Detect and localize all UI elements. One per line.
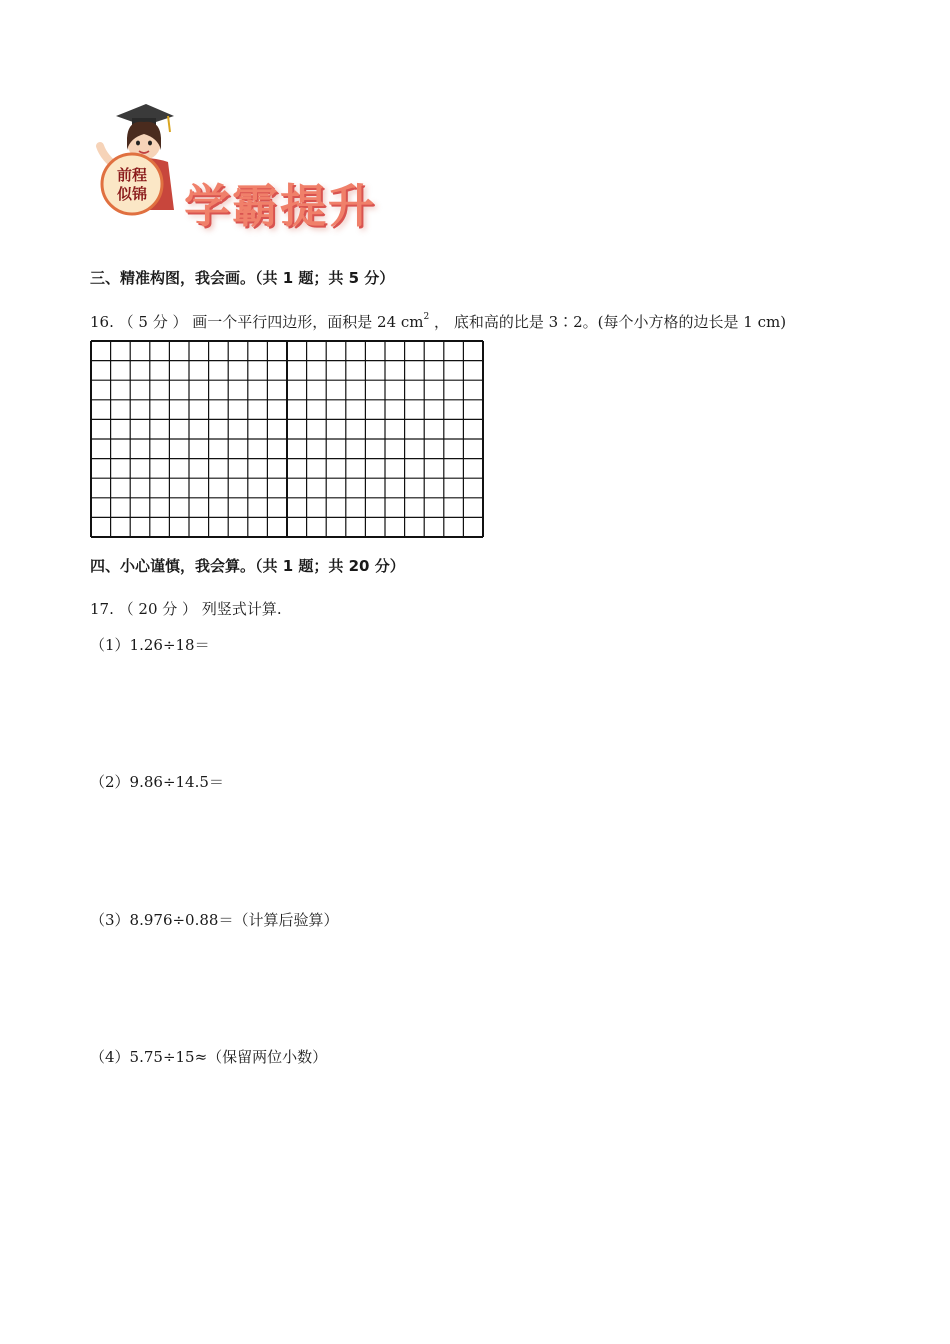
badge-text-line1: 前程 [116, 166, 148, 184]
banner-title: 学霸提升 [184, 179, 376, 233]
badge-text-line2: 似锦 [116, 185, 148, 203]
question-17-item-3: （3）8.976÷0.88＝（计算后验算） [90, 911, 339, 929]
question-17-item-1: （1）1.26÷18＝ [90, 636, 210, 654]
question-16-text: 画一个平行四边形，面积是 24 cm [192, 313, 424, 331]
banner-logo [88, 98, 408, 232]
question-17-item-2: （2）9.86÷14.5＝ [90, 773, 224, 791]
question-17-text: 列竖式计算. [201, 600, 282, 618]
question-17 [90, 598, 282, 619]
question-17-item-4: （4）5.75÷15≈（保留两位小数） [90, 1048, 328, 1066]
question-17-score: （ 20 分 ） [118, 600, 198, 618]
section-3-title: 三、精准构图，我会画。（共 1 题；共 5 分） [90, 269, 395, 287]
drawing-grid[interactable] [90, 340, 484, 538]
question-16-number: 16. [90, 313, 114, 331]
question-16-superscript: 2 [423, 312, 430, 322]
question-17-number: 17. [90, 600, 114, 618]
section-4-title: 四、小心谨慎，我会算。（共 1 题；共 20 分） [90, 557, 405, 575]
student-mascot-icon [88, 98, 198, 232]
question-16-score: （ 5 分 ） [118, 313, 188, 331]
question-16 [90, 311, 786, 332]
question-16-text-after: ， 底和高的比是 3∶2。(每个小方格的边长是 1 cm) [434, 313, 787, 331]
